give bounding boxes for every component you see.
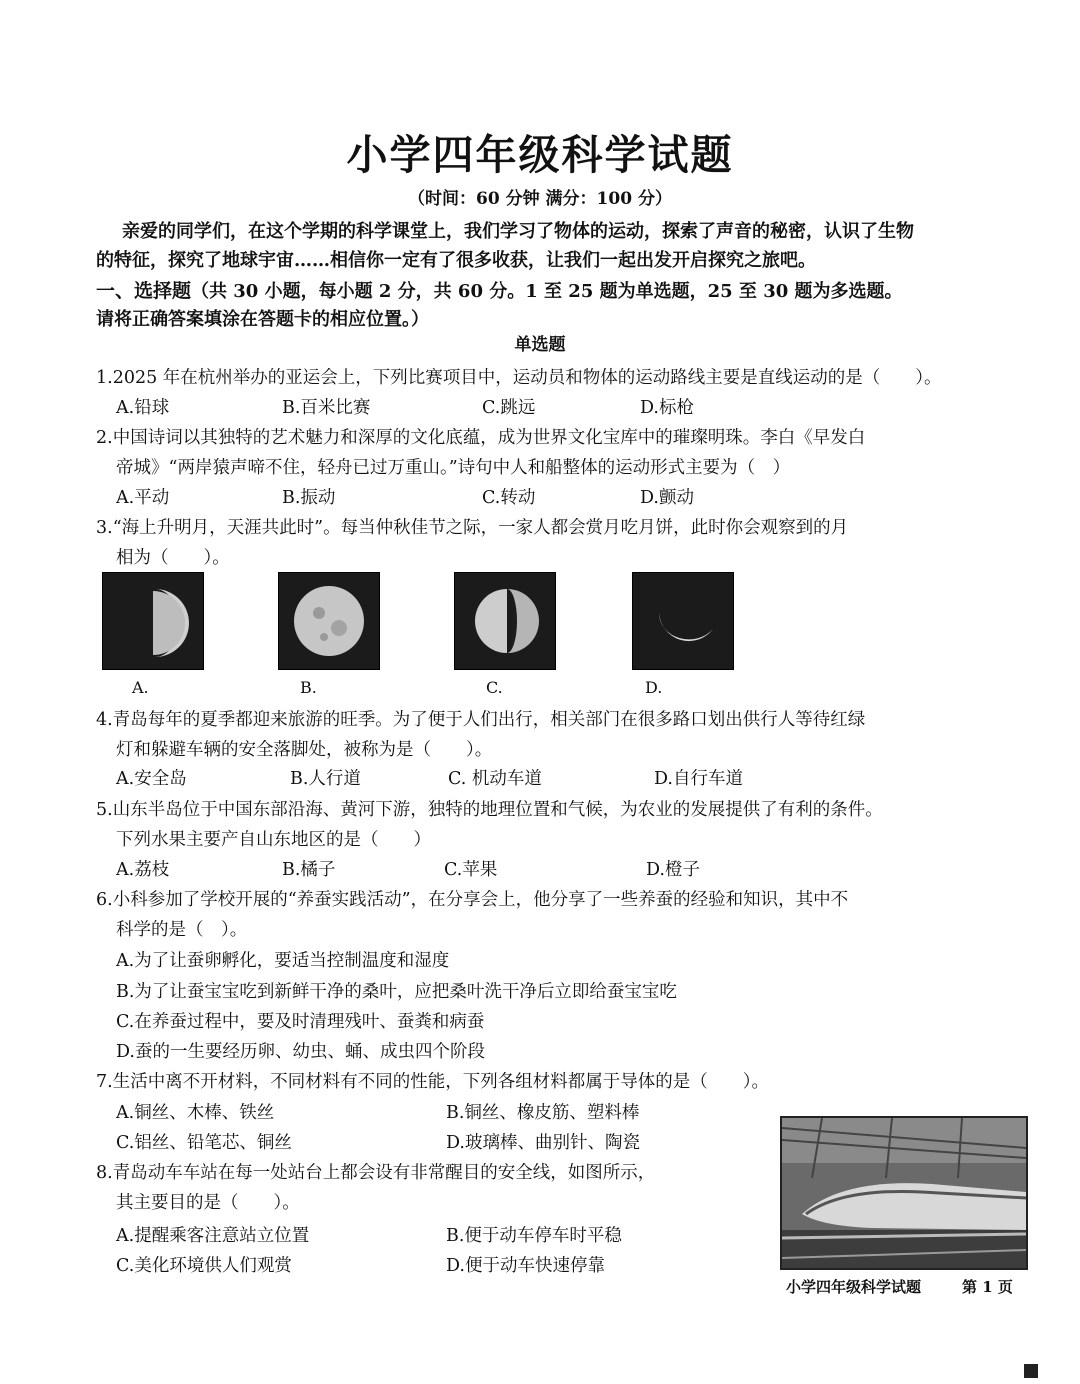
q2-option-c: C.转动 bbox=[482, 488, 536, 508]
question-3-line-2: 相为（ ）。 bbox=[116, 548, 230, 568]
q2-option-b: B.振动 bbox=[282, 488, 336, 508]
question-1: 1.2025 年在杭州举办的亚运会上，下列比赛项目中，运动员和物体的运动路线主要是直线运动的是（ ）。 bbox=[96, 368, 942, 388]
moon-label-b: B. bbox=[300, 678, 317, 697]
q8-option-d: D.便于动车快速停靠 bbox=[446, 1256, 605, 1276]
q7-option-a: A.铜丝、木棒、铁丝 bbox=[116, 1103, 275, 1123]
question-7: 7.生活中离不开材料，不同材料有不同的性能，下列各组材料都属于导体的是（ ）。 bbox=[96, 1072, 769, 1092]
q4-option-b: B.人行道 bbox=[290, 769, 361, 789]
q5-option-d: D.橙子 bbox=[646, 860, 700, 880]
moon-label-c: C. bbox=[486, 678, 503, 697]
q4-option-d: D.自行车道 bbox=[654, 769, 743, 789]
q2-option-d: D.颤动 bbox=[640, 488, 694, 508]
q5-option-a: A.荔枝 bbox=[116, 860, 170, 880]
train-station-photo bbox=[780, 1116, 1028, 1270]
question-2-line-2: 帝城》“两岸猿声啼不住，轻舟已过万重山。”诗句中人和船整体的运动形式主要为（ ） bbox=[116, 458, 791, 478]
intro-line-1: 亲爱的同学们，在这个学期的科学课堂上，我们学习了物体的运动，探索了声音的秘密，认识了生物 bbox=[122, 221, 914, 242]
question-6-line-1: 6.小科参加了学校开展的“养蚕实践活动”，在分享会上，他分享了一些养蚕的经验和知识，其中不 bbox=[96, 890, 849, 910]
page-number: 第 1 页 bbox=[962, 1278, 1013, 1296]
question-2-line-1: 2.中国诗词以其独特的艺术魅力和深厚的文化底蕴，成为世界文化宝库中的璀璨明珠。李白《早发白 bbox=[96, 428, 866, 448]
question-5-line-2: 下列水果主要产自山东地区的是（ ） bbox=[116, 830, 431, 850]
question-8-line-2: 其主要目的是（ ）。 bbox=[116, 1193, 300, 1213]
q5-option-c: C.苹果 bbox=[444, 860, 498, 880]
question-6-line-2: 科学的是（ ）。 bbox=[116, 920, 248, 940]
q1-option-c: C.跳远 bbox=[482, 398, 536, 418]
moon-label-a: A. bbox=[132, 678, 149, 697]
footer-label: 小学四年级科学试题 bbox=[786, 1278, 922, 1296]
q1-option-d: D.标枪 bbox=[640, 398, 694, 418]
question-4-line-1: 4.青岛每年的夏季都迎来旅游的旺季。为了便于人们出行，相关部门在很多路口划出供行人等待红绿 bbox=[96, 710, 866, 730]
question-8-line-1: 8.青岛动车车站在每一处站台上都会设有非常醒目的安全线，如图所示， bbox=[96, 1163, 656, 1183]
q6-option-b: B.为了让蚕宝宝吃到新鲜干净的桑叶，应把桑叶洗干净后立即给蚕宝宝吃 bbox=[116, 982, 677, 1002]
q4-option-a: A.安全岛 bbox=[116, 769, 187, 789]
q1-option-a: A.铅球 bbox=[116, 398, 170, 418]
question-5-line-1: 5.山东半岛位于中国东部沿海、黄河下游，独特的地理位置和气候，为农业的发展提供了有利的条件。 bbox=[96, 800, 883, 820]
qr-code-icon bbox=[1024, 1364, 1038, 1378]
section-heading bbox=[96, 276, 903, 303]
q8-option-a: A.提醒乘客注意站立位置 bbox=[116, 1226, 310, 1246]
q1-option-b: B.百米比赛 bbox=[282, 398, 371, 418]
q7-option-d: D.玻璃棒、曲别针、陶瓷 bbox=[446, 1133, 640, 1153]
q6-option-d: D.蚕的一生要经历卵、幼虫、蛹、成虫四个阶段 bbox=[116, 1042, 485, 1062]
section-instructions: （共 30 小题，每小题 2 分，共 60 分。1 至 25 题为单选题，25 至 30 题为多选题。 bbox=[191, 281, 903, 302]
q8-option-c: C.美化环境供人们观赏 bbox=[116, 1256, 292, 1276]
moon-image-d bbox=[632, 572, 734, 670]
section-instructions-2: 请将正确答案填涂在答题卡的相应位置。） bbox=[96, 309, 429, 330]
q7-option-c: C.铝丝、铅笔芯、铜丝 bbox=[116, 1133, 292, 1153]
q7-option-b: B.铜丝、橡皮筋、塑料棒 bbox=[446, 1103, 640, 1123]
q5-option-b: B.橘子 bbox=[282, 860, 336, 880]
moon-label-d: D. bbox=[645, 678, 663, 697]
page-title: 小学四年级科学试题 bbox=[346, 131, 734, 179]
section-title: 一、选择题 bbox=[96, 280, 192, 302]
q6-option-c: C.在养蚕过程中，要及时清理残叶、蚕粪和病蚕 bbox=[116, 1012, 485, 1032]
question-4-line-2: 灯和躲避车辆的安全落脚处，被称为是（ ）。 bbox=[116, 740, 493, 760]
q4-option-c: C. 机动车道 bbox=[448, 769, 542, 789]
exam-meta: （时间：60 分钟 满分：100 分） bbox=[408, 189, 672, 209]
single-choice-label: 单选题 bbox=[514, 335, 566, 355]
q6-option-a: A.为了让蚕卵孵化，要适当控制温度和湿度 bbox=[116, 951, 450, 971]
q8-option-b: B.便于动车停车时平稳 bbox=[446, 1226, 622, 1246]
moon-image-a bbox=[102, 572, 204, 670]
moon-image-c bbox=[454, 572, 556, 670]
question-3-line-1: 3.“海上升明月，天涯共此时”。每当仲秋佳节之际，一家人都会赏月吃月饼，此时你会观察到的月 bbox=[96, 518, 849, 538]
intro-line-2: 的特征，探究了地球宇宙……相信你一定有了很多收获，让我们一起出发开启探究之旅吧。 bbox=[96, 250, 816, 271]
q2-option-a: A.平动 bbox=[116, 488, 170, 508]
moon-image-b bbox=[278, 572, 380, 670]
